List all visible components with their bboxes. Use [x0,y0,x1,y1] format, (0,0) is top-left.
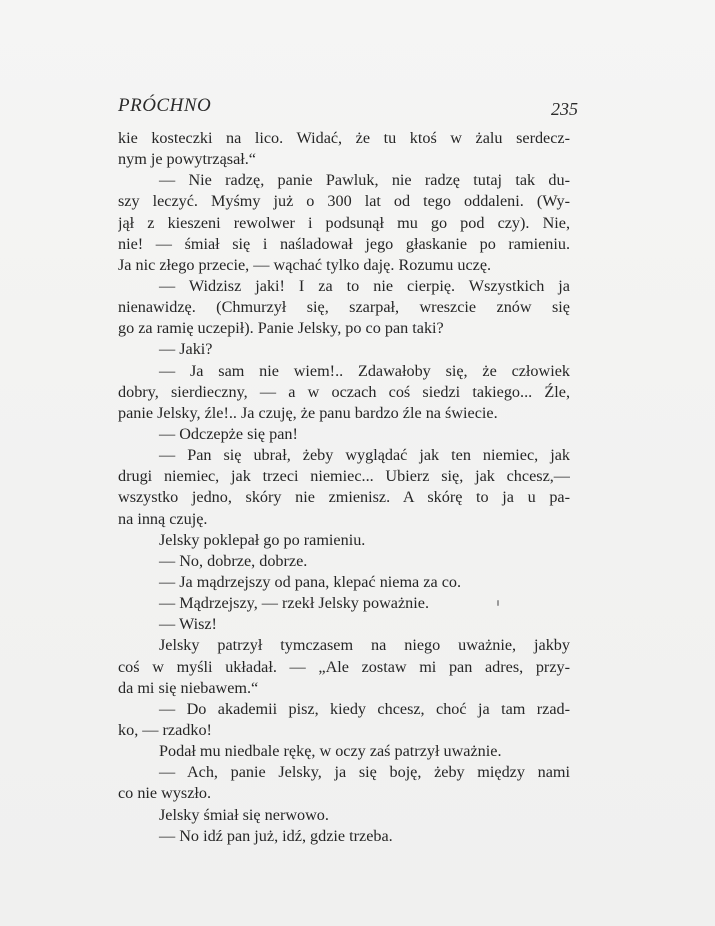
text-line: — Nie radzę, panie Pawluk, nie radzę tutaj tak du- [159,171,570,190]
text-line: wszystko jedno, skóry nie zmienisz. A skórę to ja u pa- [118,488,570,507]
text-line: drugi niemiec, jak trzeci niemiec... Ubierz się, jak chcesz,— [118,467,570,486]
text-line: — Ja sam nie wiem!.. Zdawałoby się, że człowiek [159,361,570,380]
page-number: 235 [551,99,578,119]
ink-speck [497,600,499,606]
text-line: — Wisz! [159,615,217,634]
text-line: da mi się niebawem.“ [118,678,259,697]
text-line: kie kosteczki na lico. Widać, że tu ktoś w żalu serdecz- [118,129,570,147]
text-line: — No, dobrze, dobrze. [159,551,308,570]
text-line: — Widzisz jaki! I za to nie cierpię. Wszystkich ja [159,276,570,295]
text-line: ko, — rzadko! [118,720,212,739]
text-line: — Pan się ubrał, żeby wyglądać jak ten niemiec, jak [159,446,570,465]
text-line: — Ja mądrzejszy od pana, klepać niema za co. [159,572,462,591]
text-line: szy leczyć. Myśmy już o 300 lat od tego oddaleni. (Wy- [118,192,570,211]
text-line: — Mądrzejszy, — rzekł Jelsky poważnie. [159,594,430,613]
text-line: — Ach, panie Jelsky, ja się boję, żeby między nami [159,763,570,782]
text-line: Jelsky patrzył tymczasem na niego uważnie, jakby [159,636,570,655]
text-line: — Jaki? [159,340,213,359]
text-line: Ja nic złego przecie, — wąchać tylko daję. Rozumu uczę. [118,255,492,274]
text-line: nym je powytrząsał.“ [118,150,256,169]
text-line: jął z kieszeni rewolwer i podsunął mu go pod czy). Nie, [118,213,570,232]
text-line: nienawidzę. (Chmurzył się, szarpał, wreszcie znów się [118,298,570,317]
text-line: na inną czuję. [118,509,208,528]
text-line: Jelsky poklepał go po ramieniu. [159,530,366,549]
text-line: coś w myśli układał. — „Ale zostaw mi pan adres, przy- [118,657,570,676]
text-line: Jelsky śmiał się nerwowo. [159,805,329,824]
text-line: — No idź pan już, idź, gdzie trzeba. [159,826,393,845]
text-line: go za ramię uczepił). Panie Jelsky, po co pan taki? [118,319,444,338]
running-title: PRÓCHNO [118,95,212,116]
text-line: Podał mu niedbale rękę, w oczy zaś patrzył uważnie. [159,742,502,761]
text-line: — Do akademii pisz, kiedy chcesz, choć ja tam rzad- [159,699,570,718]
text-line: nie! — śmiał się i naśladował jego głaskanie po ramieniu. [118,234,570,253]
body-text [118,128,570,847]
text-line: co nie wyszło. [118,784,212,803]
text-line: panie Jelsky, źle!.. Ja czuję, że panu bardzo źle na świecie. [118,403,498,422]
text-line: dobry, sierdieczny, — a w oczach coś siedzi takiego... Źle, [118,382,570,401]
text-line: — Odczepże się pan! [159,424,298,443]
